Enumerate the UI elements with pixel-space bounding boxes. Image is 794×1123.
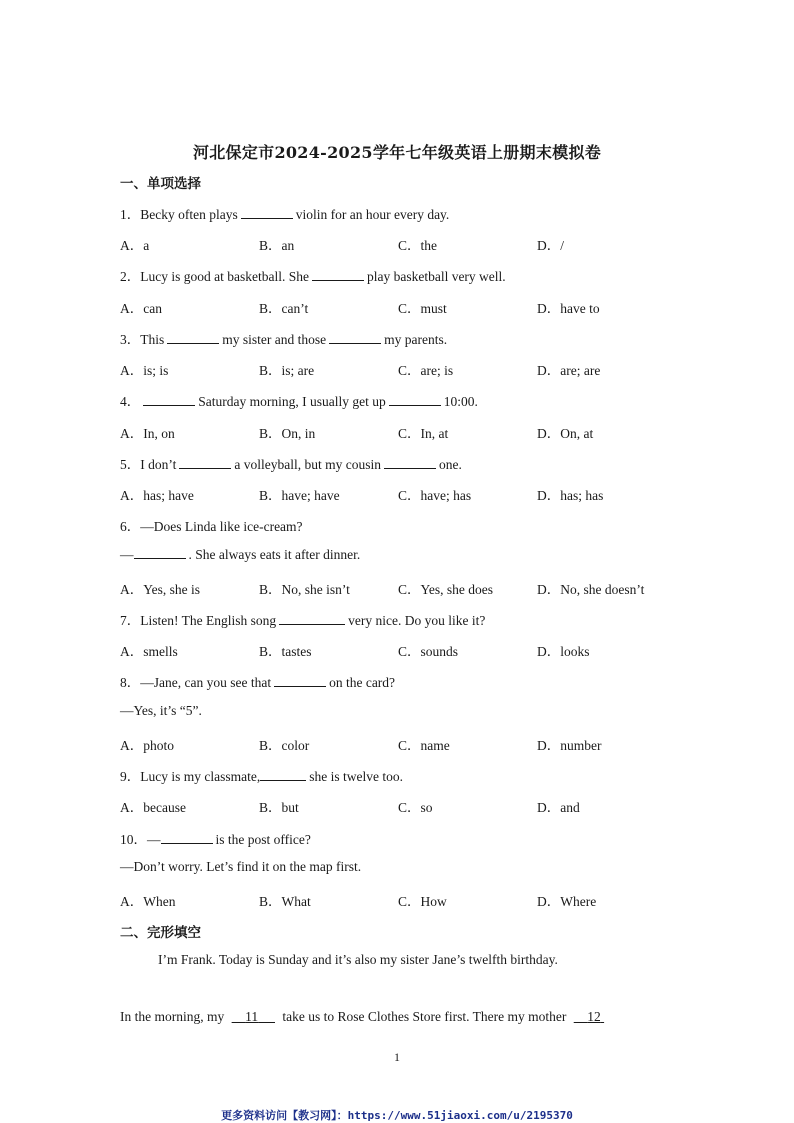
question-10: 10．— is the post office? [120,832,311,847]
option-a: A．has; have [120,488,194,503]
option-c: C．How [398,894,447,909]
section-heading-single-choice: 一、单项选择 [120,176,201,192]
footer-link[interactable]: 更多资料访问【教习网】：https://www.51jiaoxi.com/u/2195370 [221,1109,573,1122]
option-b: B．On, in [259,426,316,441]
option-d: D．No, she doesn’t [537,582,645,597]
option-d: D．Where [537,894,597,909]
page-number: 1 [394,1050,400,1064]
option-b: B．an [259,238,295,253]
question-5-options [120,484,740,502]
answer-blank [161,831,213,844]
option-c: C．In, at [398,426,449,441]
option-d: D．/ [537,238,564,253]
answer-blank [143,393,195,406]
option-d: D．number [537,738,602,753]
cloze-paragraph-1: I’m Frank. Today is Sunday and it’s also my sister Jane’s twelfth birthday. [158,952,558,967]
answer-blank [389,393,441,406]
question-8-options [120,734,740,752]
option-d: D．has; has [537,488,604,503]
question-7-options [120,640,740,658]
option-a: A．a [120,238,150,253]
question-8-reply: —Yes, it’s “5”. [120,703,202,718]
option-d: D．On, at [537,426,594,441]
option-c: C．are; is [398,363,454,378]
answer-blank [384,456,436,469]
answer-blank [241,206,293,219]
option-b: B．What [259,894,311,909]
question-7: 7．Listen! The English song very nice. Do you like it? [120,613,486,628]
question-6: 6．—Does Linda like ice-cream? [120,519,303,534]
answer-blank [312,268,364,281]
question-2-options [120,297,740,315]
answer-blank [260,768,306,781]
answer-blank [274,674,326,687]
question-5: 5．I don’t a volleyball, but my cousin one. [120,457,462,472]
option-c: C．so [398,800,433,815]
question-2: 2．Lucy is good at basketball. She play basketball very well. [120,269,506,284]
cloze-blank-11: 11 [245,1009,259,1024]
option-a: A．Yes, she is [120,582,201,597]
option-c: C．sounds [398,644,459,659]
option-c: C．Yes, she does [398,582,494,597]
option-c: C．have; has [398,488,472,503]
answer-blank [279,612,345,625]
option-a: A．is; is [120,363,169,378]
question-9: 9．Lucy is my classmate, she is twelve too. [120,769,403,784]
question-4-options [120,422,740,440]
option-b: B．color [259,738,310,753]
option-b: B．tastes [259,644,312,659]
cloze-paragraph-2: In the morning, my 11 take us to Rose Clothes Store first. There my mother 12 [120,1009,604,1025]
option-a: A．photo [120,738,174,753]
option-b: B．No, she isn’t [259,582,350,597]
page-title: 河北保定市2024-2025学年七年级英语上册期末模拟卷 [192,143,602,162]
option-b: B．but [259,800,299,815]
answer-blank [134,546,186,559]
option-b: B．is; are [259,363,315,378]
answer-blank [179,456,231,469]
option-a: A．smells [120,644,178,659]
option-a: A．can [120,301,162,316]
question-3: 3．This my sister and those my parents. [120,332,448,347]
option-d: D．have to [537,301,600,316]
option-b: B．can’t [259,301,309,316]
section-heading-cloze: 二、完形填空 [120,925,201,941]
question-10-options [120,890,740,908]
answer-blank [167,331,219,344]
option-c: C．the [398,238,437,253]
question-4: 4． Saturday morning, I usually get up 10:00. [120,394,478,409]
option-a: A．In, on [120,426,175,441]
question-9-options [120,796,740,814]
answer-blank [329,331,381,344]
question-1: 1．Becky often plays violin for an hour every day. [120,207,450,222]
question-8: 8．—Jane, can you see that on the card? [120,675,396,690]
option-a: A．because [120,800,186,815]
option-c: C．name [398,738,450,753]
question-10-reply: —Don’t worry. Let’s find it on the map first. [120,859,362,874]
question-1-options [120,234,740,252]
option-c: C．must [398,301,447,316]
option-b: B．have; have [259,488,340,503]
cloze-blank-12: 12 [587,1009,601,1024]
option-a: A．When [120,894,176,909]
option-d: D．are; are [537,363,601,378]
option-d: D．looks [537,644,590,659]
question-3-options [120,359,740,377]
question-6-reply: — . She always eats it after dinner. [120,547,361,562]
option-d: D．and [537,800,580,815]
question-6-options [120,578,740,596]
